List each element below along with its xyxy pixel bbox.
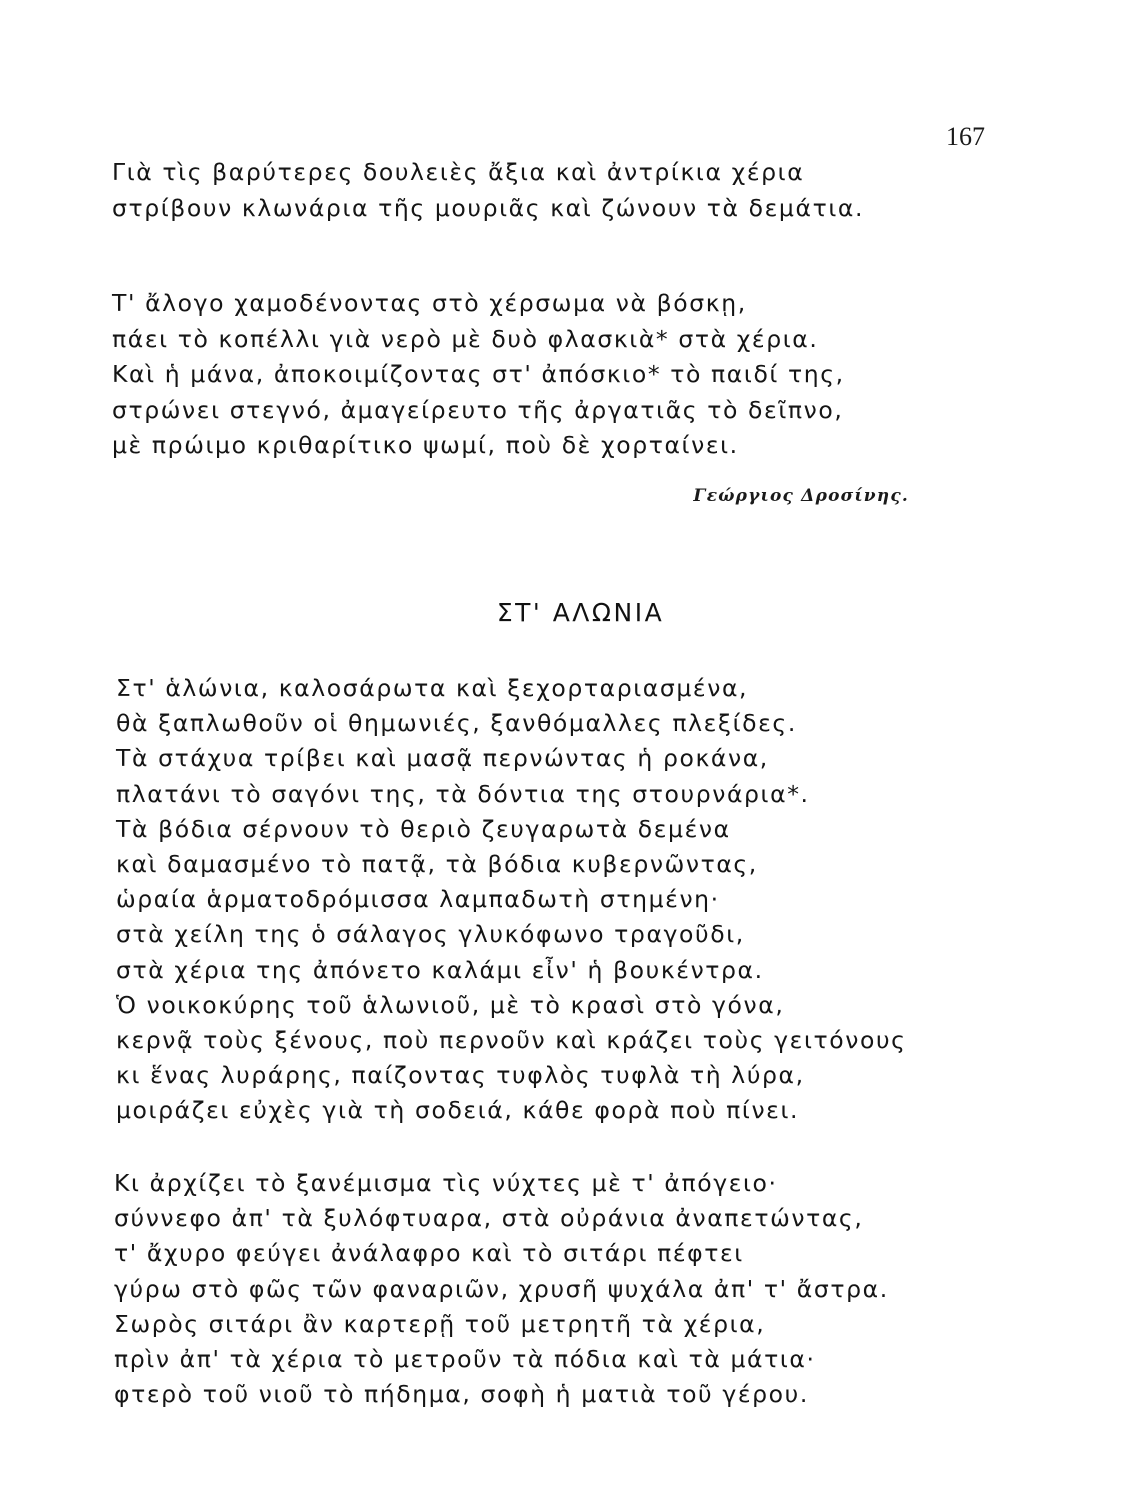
poem-line: κερνᾷ τοὺς ξένους, ποὺ περνοῦν καὶ κράζει τοὺς γειτόνους (116, 1026, 907, 1055)
poem-line: Γιὰ τὶς βαρύτερες δουλειὲς ἄξια καὶ ἀντρίκια χέρια (112, 158, 805, 186)
poem-stanza-2 (112, 286, 845, 464)
poem-line: στρίβουν κλωνάρια τῆς μουριᾶς καὶ ζώνουν τὰ δεμάτια. (112, 193, 865, 222)
poem-line: Στ' ἁλώνια, καλοσάρωτα καὶ ξεχορταριασμένα, (116, 674, 749, 702)
poem-line: Τὰ στάχυα τρίβει καὶ μασᾷ περνώντας ἡ ροκάνα, (116, 744, 769, 773)
poem-line: στὰ χείλη της ὁ σάλαγος γλυκόφωνο τραγοῦδι, (116, 920, 745, 949)
poem-line: τ' ἄχυρο φεύγει ἀνάλαφρο καὶ τὸ σιτάρι πέφτει (114, 1239, 744, 1268)
poem-line: μοιράζει εὐχὲς γιὰ τὴ σοδειά, κάθε φορὰ ποὺ πίνει. (116, 1096, 800, 1125)
poem-line: Ὁ νοικοκύρης τοῦ ἁλωνιοῦ, μὲ τὸ κρασὶ στὸ γόνα, (116, 990, 785, 1019)
poem-line: φτερὸ τοῦ νιοῦ τὸ πήδημα, σοφὴ ἡ ματιὰ τοῦ γέρου. (114, 1380, 809, 1409)
page-number: 167 (946, 122, 985, 151)
poem-line: στὰ χέρια της ἀπόνετο καλάμι εἶν' ἡ βουκέντρα. (116, 955, 764, 984)
poem-line: γύρω στὸ φῶς τῶν φαναριῶν, χρυσῆ ψυχάλα ἀπ' τ' ἄστρα. (114, 1274, 889, 1303)
poem-line: Κι ἀρχίζει τὸ ξανέμισμα τὶς νύχτες μὲ τ' ἀπόγειο· (114, 1169, 778, 1197)
poem-title: ΣΤ' ΑΛΩΝΙΑ (496, 598, 665, 627)
poem-line: μὲ πρώιμο κριθαρίτικο ψωμί, ποὺ δὲ χορταίνει. (112, 431, 739, 459)
poem-line: πρὶν ἀπ' τὰ χέρια τὸ μετροῦν τὰ πόδια καὶ τὰ μάτια· (114, 1345, 816, 1374)
poem-stanza-1 (112, 155, 864, 226)
poem-line: στρώνει στεγνό, ἀμαγείρευτο τῆς ἀργατιᾶς τὸ δεῖπνο, (112, 395, 844, 424)
poem-line: κι ἕνας λυράρης, παίζοντας τυφλὸς τυφλὰ τὴ λύρα, (116, 1061, 805, 1090)
poem-line: Τ' ἄλογο χαμοδένοντας στὸ χέρσωμα νὰ βόσκῃ, (112, 289, 747, 317)
poem-line: καὶ δαμασμένο τὸ πατᾷ, τὰ βόδια κυβερνῶντας, (116, 850, 758, 879)
poem-stanza-3 (116, 671, 907, 1129)
poem-line: πάει τὸ κοπέλλι γιὰ νερὸ μὲ δυὸ φλασκιὰ* στὰ χέρια. (112, 324, 819, 353)
poem-line: πλατάνι τὸ σαγόνι της, τὰ δόντια της στουρνάρια*. (116, 779, 810, 808)
poem-line: Σωρὸς σιτάρι ἂν καρτερῇ τοῦ μετρητῆ τὰ χέρια, (114, 1309, 766, 1338)
author-signature: Γεώργιος Δροσίνης. (693, 486, 909, 506)
poem-line: θὰ ξαπλωθοῦν οἱ θημωνιές, ξανθόμαλλες πλεξίδες. (116, 709, 797, 738)
poem-line: Καὶ ἡ μάνα, ἀποκοιμίζοντας στ' ἀπόσκιο* τὸ παιδί της, (112, 360, 845, 388)
poem-line: σύννεφο ἀπ' τὰ ξυλόφτυαρα, στὰ οὐράνια ἀναπετώντας, (114, 1204, 864, 1233)
poem-stanza-4 (114, 1166, 889, 1412)
poem-line: ὡραία ἁρματοδρόμισσα λαμπαδωτὴ στημένη· (116, 885, 720, 914)
poem-line: Τὰ βόδια σέρνουν τὸ θεριὸ ζευγαρωτὰ δεμένα (116, 814, 731, 843)
